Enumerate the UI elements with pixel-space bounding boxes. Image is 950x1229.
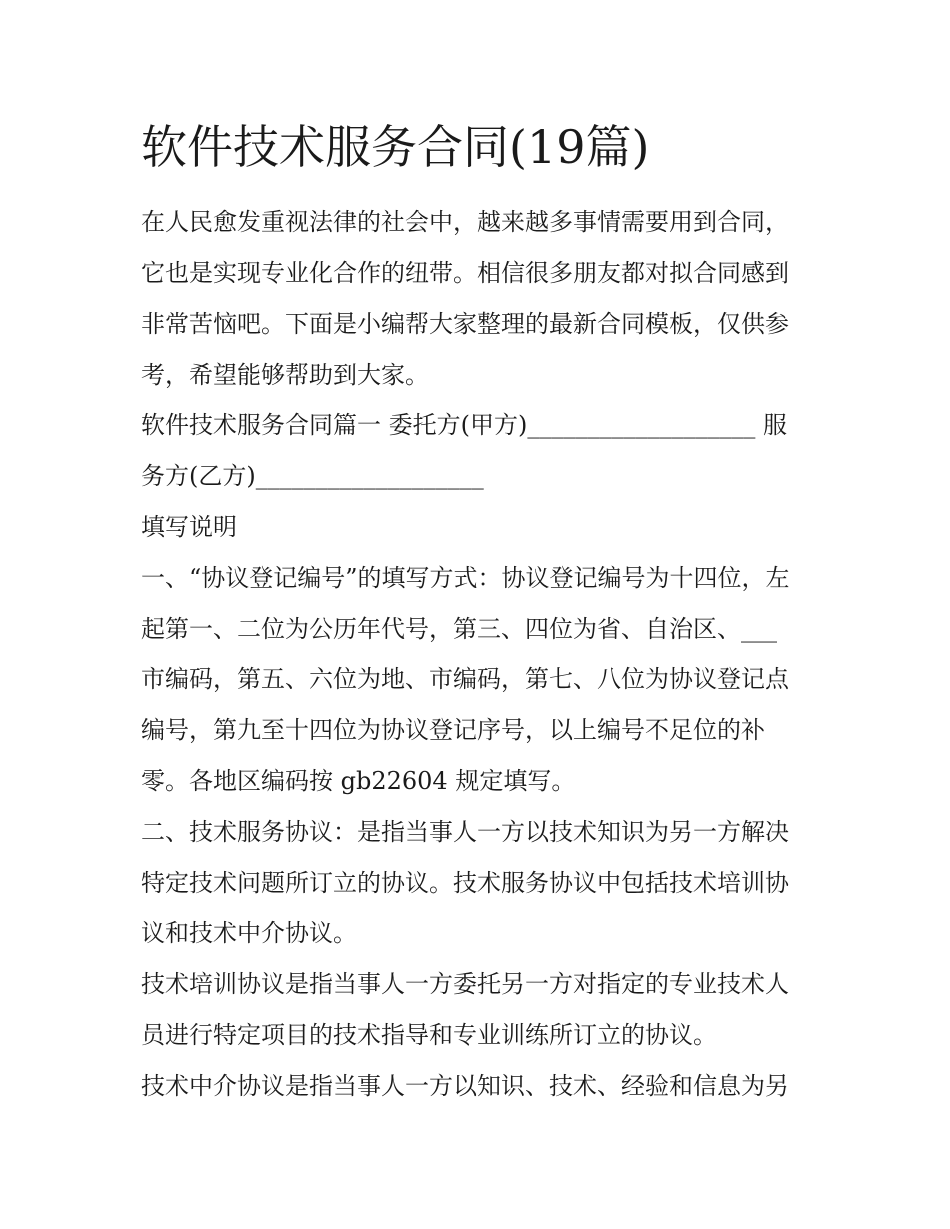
text-line: 技术中介协议是指当事人一方以知识、技术、经验和信息为另: [141, 1072, 789, 1100]
text-line: 市编码，第五、六位为地、市编码，第七、八位为协议登记点: [141, 665, 789, 693]
text-line: 起第一、二位为公历年代号，第三、四位为省、自治区、___: [141, 615, 777, 643]
text-line: 编号，第九至十四位为协议登记序号，以上编号不足位的补: [141, 716, 765, 744]
text-line: 软件技术服务合同篇一 委托方(甲方)___________________ 服: [141, 411, 787, 439]
text-line: 务方(乙方)___________________: [141, 462, 484, 490]
text-line: 它也是实现专业化合作的纽带。相信很多朋友都对拟合同感到: [141, 259, 789, 287]
document-title: 软件技术服务合同(19篇): [141, 120, 650, 174]
text-line: 员进行特定项目的技术指导和专业训练所订立的协议。: [141, 1021, 717, 1049]
section-heading: 填写说明: [141, 513, 237, 541]
text-line: 零。各地区编码按 gb22604 规定填写。: [141, 767, 576, 795]
text-line: 议和技术中介协议。: [141, 919, 357, 947]
text-line: 特定技术问题所订立的协议。技术服务协议中包括技术培训协: [141, 869, 789, 897]
text-line: 技术培训协议是指当事人一方委托另一方对指定的专业技术人: [141, 970, 789, 998]
text-line: 一、“协议登记编号”的填写方式：协议登记编号为十四位，左: [141, 564, 790, 592]
text-line: 二、技术服务协议：是指当事人一方以技术知识为另一方解决: [141, 818, 789, 846]
text-line: 非常苦恼吧。下面是小编帮大家整理的最新合同模板，仅供参: [141, 310, 789, 338]
text-line: 在人民愈发重视法律的社会中，越来越多事情需要用到合同，: [141, 208, 789, 236]
text-line: 考，希望能够帮助到大家。: [141, 361, 429, 389]
